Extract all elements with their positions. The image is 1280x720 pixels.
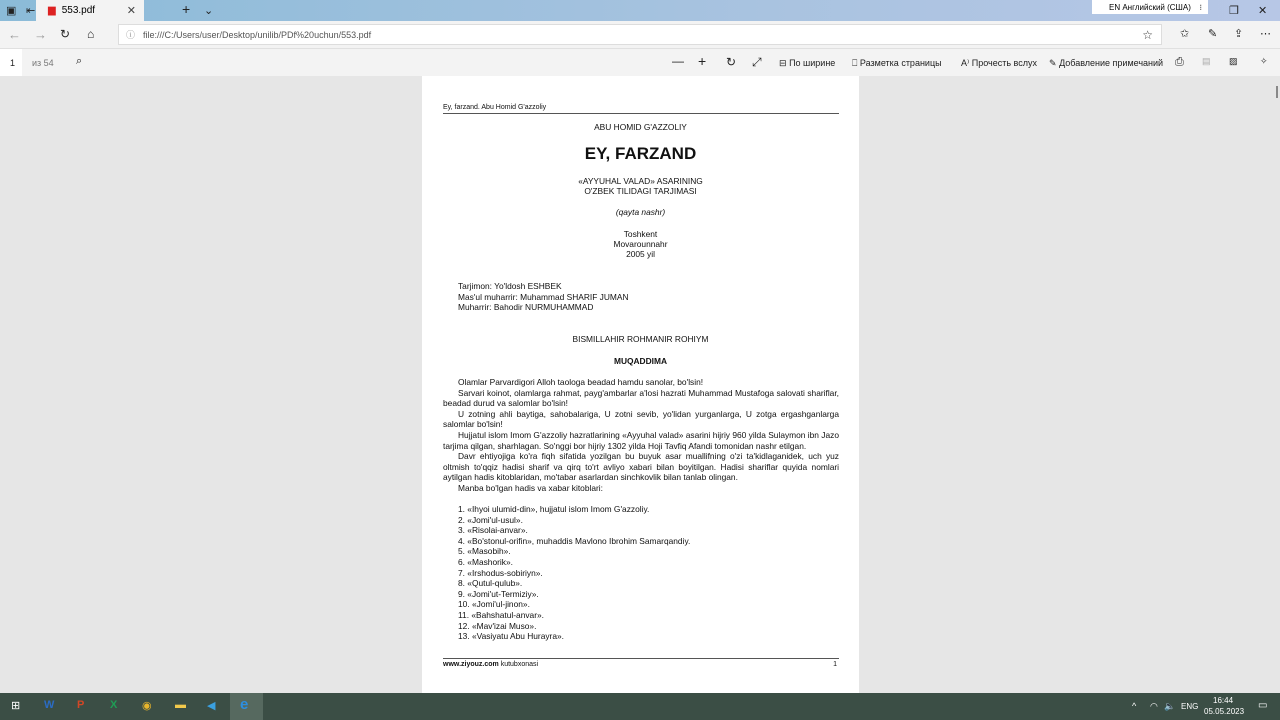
list-item: 10. «Jomi'ul-jinon».: [458, 599, 530, 610]
fullscreen-icon[interactable]: ⤢: [752, 55, 762, 69]
list-item: 12. «Mav'izai Muso».: [458, 620, 537, 631]
pin-toolbar-icon[interactable]: ✧: [1260, 56, 1268, 66]
footer-site: www.ziyouz.com: [443, 661, 499, 668]
search-icon[interactable]: ⌕: [76, 55, 83, 67]
close-tab-icon[interactable]: ✕: [126, 5, 136, 17]
author: ABU HOMID G'AZZOLIY: [594, 122, 687, 132]
footer-text: kutubxonasi: [498, 661, 539, 668]
list-item: 5. «Masobih».: [458, 546, 511, 557]
list-item: 3. «Risolai-anvar».: [458, 525, 528, 536]
fit-width-button[interactable]: [779, 58, 835, 69]
paragraph: U zotning ahli baytiga, sahobalariga, U zotni sevib, yo'lidan yurganlarga, U zotga ergashganlarga salomlar bo'lsin!: [443, 408, 839, 430]
tab-553-pdf[interactable]: [36, 0, 144, 21]
page-layout-label: Разметка страницы: [859, 58, 942, 68]
fit-width-icon: ⊟: [779, 58, 787, 68]
scrollbar[interactable]: [1276, 76, 1280, 693]
zoom-out-icon[interactable]: —: [672, 54, 684, 68]
set-aside-tabs-icon[interactable]: ⇤: [26, 5, 36, 17]
rotate-icon[interactable]: ↻: [726, 55, 737, 69]
paragraph: Manba bo'lgan hadis va xabar kitoblari:: [458, 482, 603, 493]
language-indicator[interactable]: [1092, 0, 1208, 14]
subtitle-2: O'ZBEK TILIDAGI TARJIMASI: [584, 186, 697, 196]
url-text: file:///C:/Users/user/Desktop/unilib/PDf%20uchun/553.pdf: [143, 29, 372, 40]
share-icon[interactable]: ⇪: [1234, 28, 1244, 40]
fit-width-label: По ширине: [789, 58, 836, 68]
credits: [458, 281, 629, 313]
footer: [443, 660, 538, 671]
save-icon[interactable]: ▤: [1202, 56, 1211, 66]
input-language[interactable]: ENG: [1181, 702, 1199, 711]
list-item: 2. «Jomi'ul-usul».: [458, 514, 523, 525]
file-explorer-icon[interactable]: ▬: [175, 699, 186, 711]
word-icon[interactable]: W: [44, 699, 55, 711]
clock-date[interactable]: 05.05.2023: [1204, 707, 1245, 716]
credit-line: Muharrir: Bahodir NURMUHAMMAD: [458, 302, 594, 313]
list-item: 4. «Bo'stonul-orifin», muhaddis Mavlono Ibrohim Samarqandiy.: [458, 535, 691, 546]
body-text: [443, 377, 839, 494]
tab-actions-icon[interactable]: ▣: [6, 5, 17, 17]
credit-line: Tarjimon: Yo'ldosh ESHBEK: [458, 281, 562, 291]
language-menu-icon: ⁝: [1199, 2, 1202, 12]
zoom-in-icon[interactable]: +: [698, 53, 707, 69]
list-item: 6. «Mashorik».: [458, 556, 513, 567]
back-icon[interactable]: ←: [8, 27, 21, 42]
favorite-star-icon[interactable]: ☆: [1142, 27, 1153, 42]
start-icon[interactable]: ⊞: [11, 700, 21, 712]
scrollbar-thumb[interactable]: [1276, 86, 1278, 98]
excel-icon[interactable]: X: [110, 699, 118, 711]
new-tab-icon[interactable]: +: [182, 1, 191, 17]
chrome-icon[interactable]: ◉: [142, 700, 152, 712]
tab-title: 553.pdf: [61, 5, 96, 16]
paragraph: Sarvari koinot, olamlarga rahmat, payg'ambarlar a'losi hazrati Muhammad Mustafoga salovati shariflar, beadad durud va salomlar bo'lsin!: [443, 387, 839, 409]
taskbar: [0, 693, 1280, 720]
network-icon[interactable]: ◠: [1150, 701, 1158, 711]
paragraph: Davr ehtiyojiga ko'ra fiqh sifatida yozilgan bu buyuk asar muallifning o'zi ta'kidlaganidek, uch yuz oltmish to'qqiz hadisi sharif va qirq to'rt avliyo xabari bilan boyitilgan. Hadisi shariflar quyida nomlari aytilgan hadis kitoblaridan, mo'tabar asarlardan sinchkovlik bilan tanlab olingan.: [443, 451, 839, 483]
restore-icon[interactable]: ❐: [1229, 5, 1239, 17]
page-count: из 54: [32, 58, 54, 68]
notes-icon[interactable]: ✎: [1208, 28, 1218, 40]
print-icon[interactable]: ⎙: [1175, 56, 1184, 68]
list-item: 7. «Irshodus-sobiriyn».: [458, 567, 543, 578]
footer-divider: [443, 658, 839, 659]
list-item: 13. «Vasiyatu Abu Hurayra».: [458, 631, 564, 642]
powerpoint-icon[interactable]: P: [77, 699, 85, 711]
notifications-icon[interactable]: ▭: [1258, 700, 1268, 711]
page-layout-icon: ⎕: [852, 58, 858, 68]
page-layout-button[interactable]: [852, 58, 942, 69]
address-input[interactable]: [118, 24, 1162, 45]
section-heading: MUQADDIMA: [613, 356, 668, 366]
bismillah: BISMILLAHIR ROHMANIR ROHIYM: [572, 334, 709, 344]
credit-line: Mas'ul muharrir: Muhammad SHARIF JUMAN: [458, 291, 629, 302]
more-icon[interactable]: ⋯: [1260, 28, 1271, 40]
edition: (qayta nashr): [615, 207, 666, 217]
paragraph: Olamlar Parvardigori Alloh taologa beadad hamdu sanolar, bo'lsin!: [458, 377, 704, 387]
address-bar-row: [0, 21, 1280, 48]
pen-icon: ✎: [1049, 58, 1057, 68]
tab-list-chevron-icon[interactable]: ⌄: [204, 5, 214, 17]
edge-taskbar-button[interactable]: [230, 693, 263, 720]
pdf-toolbar: [0, 48, 1280, 76]
home-icon[interactable]: ⌂: [87, 27, 95, 41]
add-notes-button[interactable]: [1049, 58, 1163, 69]
read-aloud-button[interactable]: [961, 58, 1037, 69]
add-notes-label: Добавление примечаний: [1059, 58, 1164, 68]
edge-icon: e: [240, 696, 249, 713]
list-item: 9. «Jomi'ut-Termiziy».: [458, 588, 539, 599]
read-aloud-label: Прочесть вслух: [971, 58, 1037, 68]
list-item: 11. «Bahshatul-anvar».: [458, 609, 544, 620]
running-header: Ey, farzand. Abu Homid G'azzoliy: [443, 104, 547, 111]
clock-time[interactable]: 16:44: [1213, 696, 1234, 705]
page-number-input[interactable]: 1: [0, 49, 22, 76]
doc-title: EY, FARZAND: [584, 144, 697, 163]
forward-icon[interactable]: →: [34, 27, 47, 42]
pdf-icon: ▆: [48, 5, 56, 16]
tray-chevron-icon[interactable]: ^: [1132, 701, 1137, 711]
city: Toshkent: [623, 229, 658, 239]
year: 2005 yil: [626, 249, 655, 259]
paragraph: Hujjatul islom Imom G'azzoliy hazratlarining «Ayyuhal valad» asarini hijriy 960 yilda Sulaymon ibn Jazo tarjima qilgan, sharhlagan. So'nggi bor hijriy 1302 yilda Hoji Tavfiq Afandi tomonidan nashr etilgan.: [443, 429, 839, 451]
save-as-icon[interactable]: ▨: [1229, 56, 1238, 66]
telegram-icon[interactable]: ◀: [207, 700, 216, 712]
refresh-icon[interactable]: ↻: [60, 27, 71, 41]
pdf-page: [422, 76, 859, 693]
page-number: 1: [833, 661, 837, 668]
sources-list: [458, 504, 690, 642]
list-item: 8. «Qutul-qulub».: [458, 578, 523, 589]
info-icon: ⓘ: [126, 30, 136, 40]
list-item: 1. «Ihyoi ulumid-din», hujjatul islom Imom G'azzoliy.: [458, 504, 650, 514]
volume-icon[interactable]: 🔈: [1164, 701, 1176, 711]
header-divider: [443, 113, 839, 114]
subtitle-1: «AYYUHAL VALAD» ASARINING: [578, 176, 703, 186]
tab-bar: [0, 0, 1280, 21]
publisher: Movarounnahr: [613, 239, 668, 249]
favorites-icon[interactable]: ✩: [1180, 28, 1190, 40]
close-window-icon[interactable]: ✕: [1258, 5, 1268, 17]
language-label: EN Английский (США): [1109, 2, 1191, 12]
read-aloud-icon: A⁾: [961, 58, 970, 68]
